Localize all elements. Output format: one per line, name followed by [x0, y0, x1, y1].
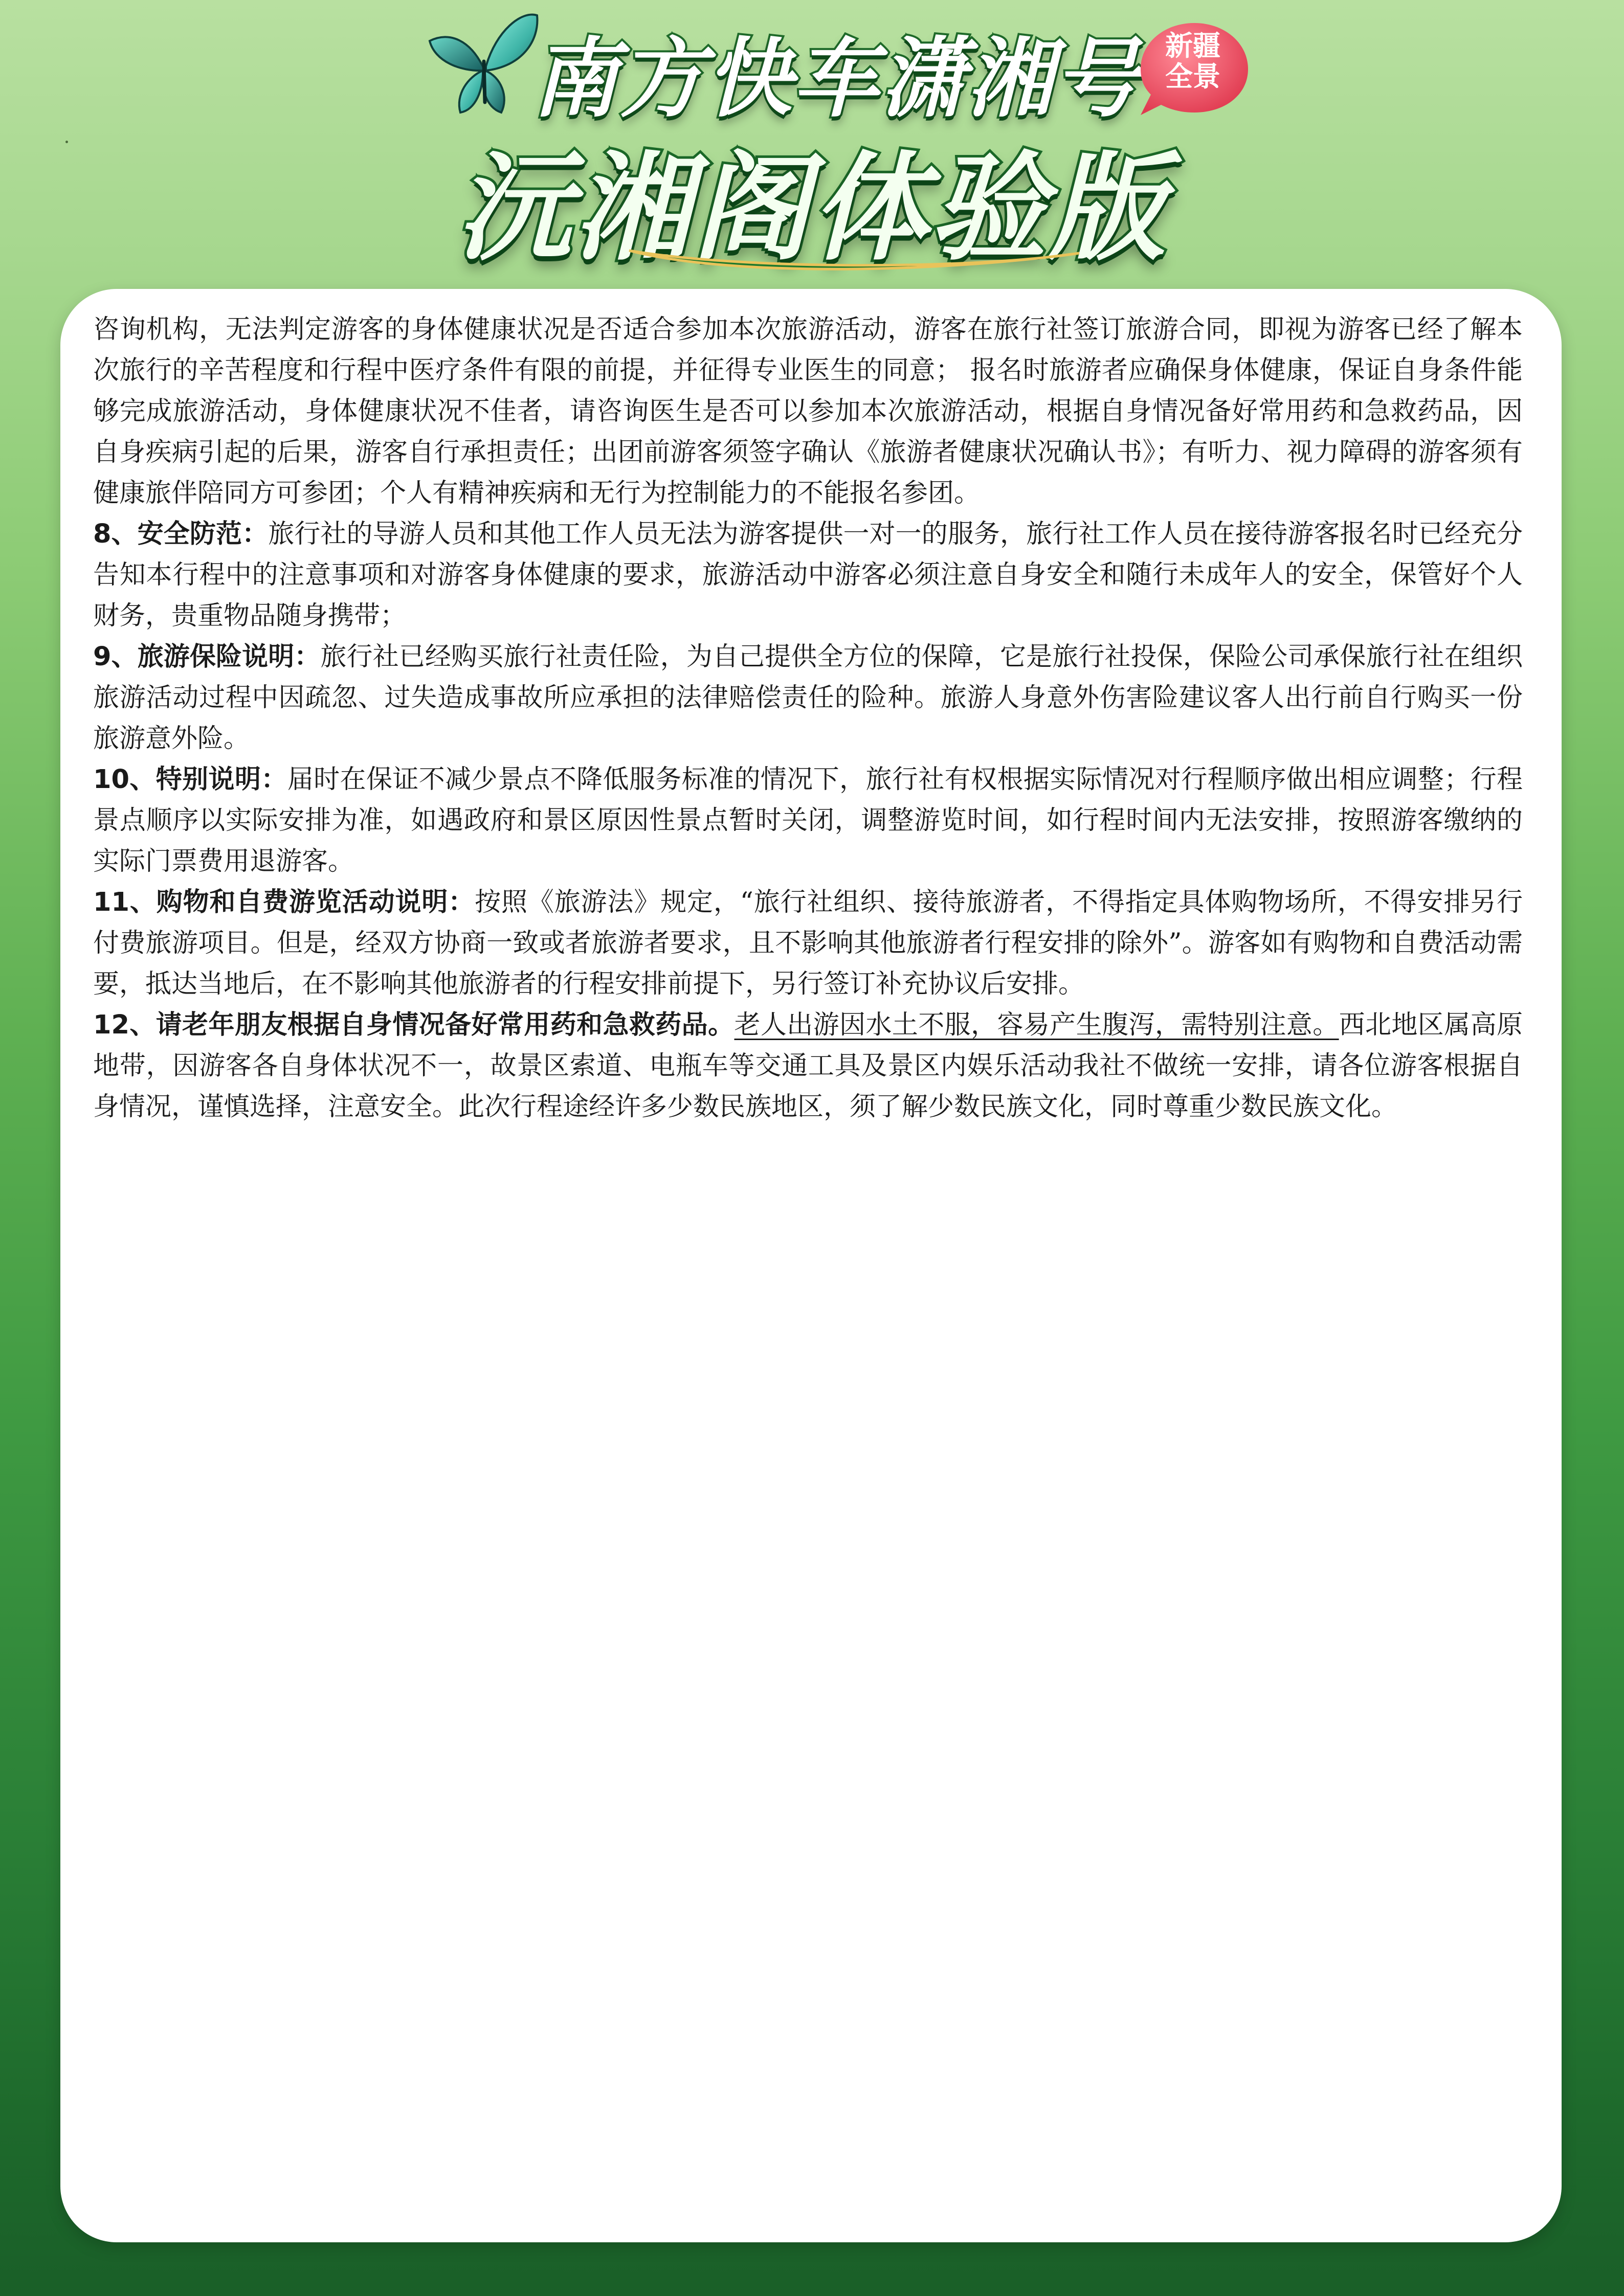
item-12-text: 西北地区属高原地带，因游客各自身体状况不一，故景区索道、电瓶车等交通工具及景区内娱乐活动我社不做统一安排，请各位游客根据自身情况，谨慎选择，注意安全。此次行程途经许多少数民族地区，须了解少数民族文化，同时尊重少数民族文化。 [93, 1010, 1523, 1122]
banner-swoosh [624, 245, 1084, 276]
badge-line1: 新疆 [1165, 30, 1220, 62]
badge-label [1149, 31, 1236, 92]
badge-line2: 全景 [1165, 60, 1220, 93]
item-8-heading: 8、安全防范： [93, 519, 269, 549]
item-10 [93, 759, 1523, 882]
background-speck [65, 141, 68, 143]
item-9-text: 旅行社已经购买旅行社责任险，为自己提供全方位的保障，它是旅行社投保，保险公司承保旅行社在组织旅游活动过程中因疏忽、过失造成事故所应承担的法律赔偿责任的险种。旅游人身意外伤害险建议客人出行前自行购买一份旅游意外险。 [93, 642, 1523, 754]
item-10-heading: 10、特别说明： [93, 764, 287, 795]
item-10-text: 届时在保证不减少景点不降低服务标准的情况下，旅行社有权根据实际情况对行程顺序做出相应调整；行程景点顺序以实际安排为准，如遇政府和景区原因性景点暂时关闭，调整游览时间，如行程时间内无法安排，按照游客缴纳的实际门票费用退游客。 [93, 764, 1523, 876]
item-9-heading: 9、旅游保险说明： [93, 642, 321, 672]
item-11-text: 按照《旅游法》规定，“旅行社组织、接待旅游者，不得指定具体购物场所，不得安排另行付费旅游项目。但是，经双方协商一致或者旅游者要求，且不影响其他旅游者行程安排的除外”。游客如有购物和自费活动需要，抵达当地后，在不影响其他旅游者的行程安排前提下，另行签订补充协议后安排。 [93, 887, 1523, 999]
item-8-text: 旅行社的导游人员和其他工作人员无法为游客提供一对一的服务，旅行社工作人员在接待游客报名时已经充分告知本行程中的注意事项和对游客身体健康的要求，旅游活动中游客必须注意自身安全和随行未成年人的安全，保管好个人财务，贵重物品随身携带； [93, 519, 1523, 631]
banner-title-line2: 沅湘阁体验版 [455, 140, 1167, 276]
butterfly-icon [419, 10, 542, 123]
item-9 [93, 637, 1523, 759]
item-11-heading: 11、购物和自费游览活动说明： [93, 887, 475, 917]
header-banner [409, 5, 1248, 302]
item-12 [93, 1005, 1523, 1128]
item-8 [93, 514, 1523, 637]
item-12-underlined-note: 老人出游因水土不服，容易产生腹泻，需特别注意。 [734, 1010, 1339, 1040]
item-11 [93, 882, 1523, 1005]
intro-paragraph: 咨询机构，无法判定游客的身体健康状况是否适合参加本次旅游活动，游客在旅行社签订旅游合同，即视为游客已经了解本次旅行的辛苦程度和行程中医疗条件有限的前提，并征得专业医生的同意； 报名时旅游者应确保身体健康，保证自身条件能够完成旅游活动，身体健康状况不佳者，请咨询医生是否可以参加本次旅游活动，根据自身情况备好常用药和急救药品，因自身疾病引起的后果，游客自行承担责任；出团前游客须签字确认《旅游者健康状况确认书》；有听力、视力障碍的游客须有健康旅伴陪同方可参团；个人有精神疾病和无行为控制能力的不能报名参团。 [93, 314, 1523, 508]
banner-title-line1: 南方快车潇湘号 [532, 29, 1141, 129]
content-body [93, 309, 1523, 1128]
item-12-heading: 12、请老年朋友根据自身情况备好常用药和急救药品。 [93, 1010, 735, 1040]
